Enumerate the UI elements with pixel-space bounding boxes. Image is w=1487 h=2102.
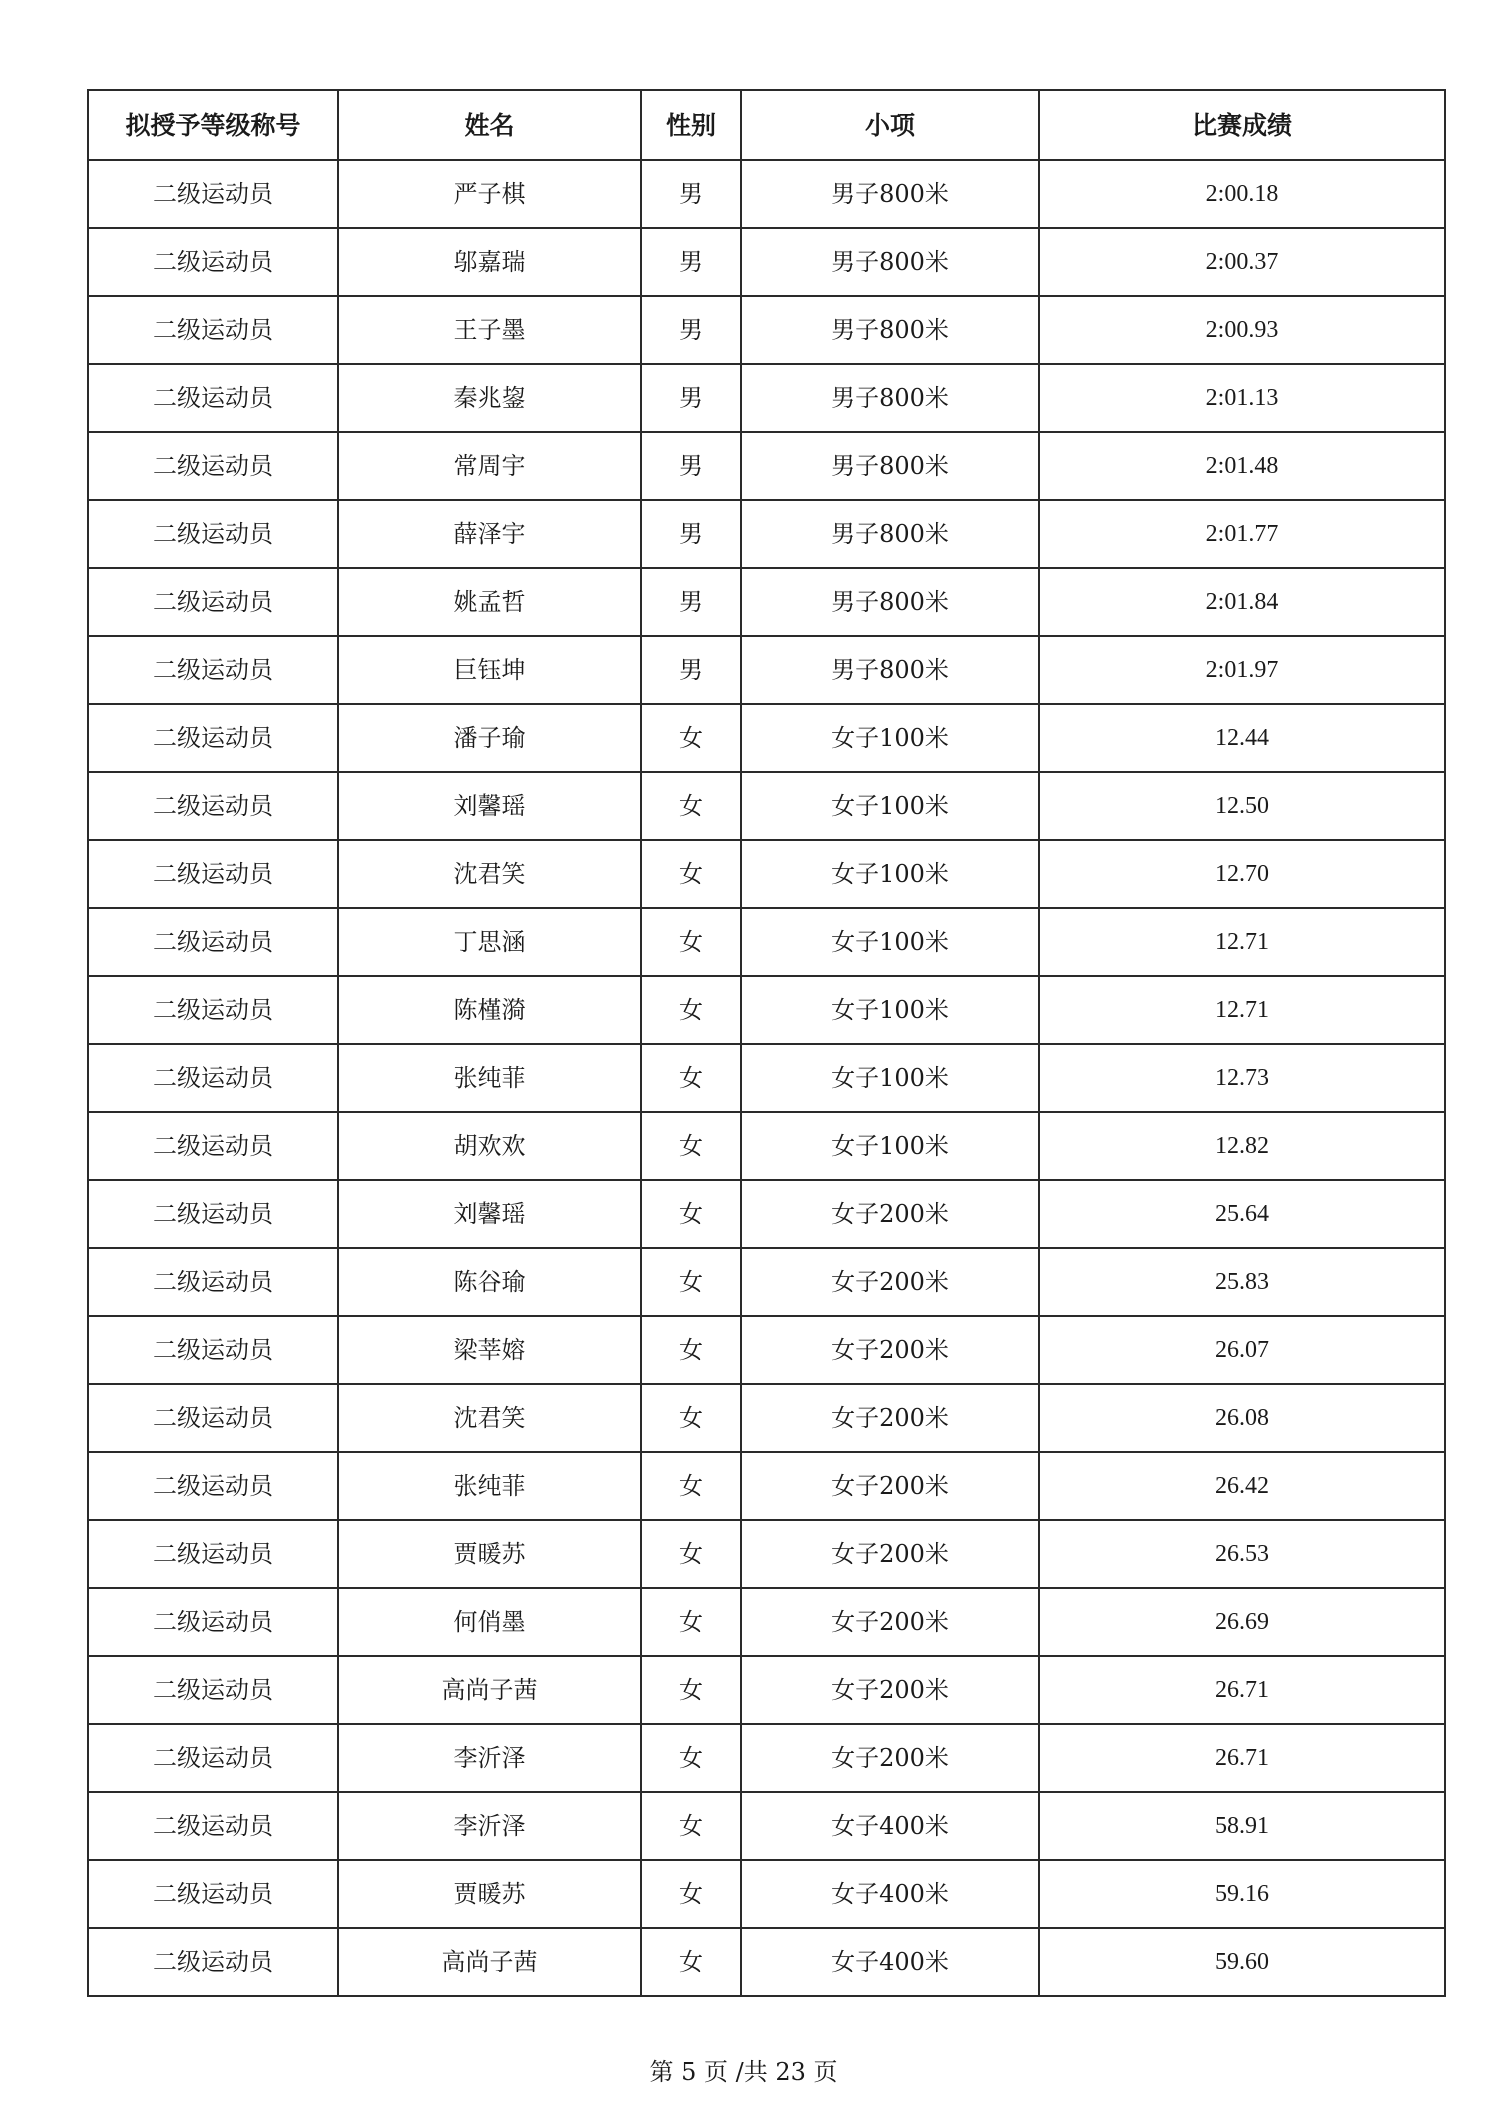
cell-event: 女子100米 — [741, 908, 1039, 976]
cell-gender: 女 — [641, 908, 741, 976]
cell-event: 女子100米 — [741, 976, 1039, 1044]
cell-event: 女子200米 — [741, 1588, 1039, 1656]
cell-result: 2:01.13 — [1039, 364, 1445, 432]
cell-event: 女子400米 — [741, 1860, 1039, 1928]
cell-name: 陈谷瑜 — [338, 1248, 641, 1316]
cell-grade-title: 二级运动员 — [88, 1180, 338, 1248]
cell-result: 26.08 — [1039, 1384, 1445, 1452]
cell-event: 女子200米 — [741, 1724, 1039, 1792]
cell-grade-title: 二级运动员 — [88, 1248, 338, 1316]
cell-name: 邬嘉瑞 — [338, 228, 641, 296]
cell-grade-title: 二级运动员 — [88, 1316, 338, 1384]
cell-result: 12.71 — [1039, 976, 1445, 1044]
cell-name: 高尚子茜 — [338, 1656, 641, 1724]
cell-grade-title: 二级运动员 — [88, 296, 338, 364]
table-row — [88, 432, 1445, 500]
cell-gender: 女 — [641, 976, 741, 1044]
cell-name: 胡欢欢 — [338, 1112, 641, 1180]
cell-result: 2:00.18 — [1039, 160, 1445, 228]
cell-grade-title: 二级运动员 — [88, 364, 338, 432]
table-row — [88, 840, 1445, 908]
cell-name: 李沂泽 — [338, 1724, 641, 1792]
cell-name: 丁思涵 — [338, 908, 641, 976]
athlete-table-container — [87, 89, 1444, 1997]
cell-gender: 女 — [641, 1384, 741, 1452]
table-row — [88, 568, 1445, 636]
cell-result: 2:00.93 — [1039, 296, 1445, 364]
cell-result: 26.71 — [1039, 1724, 1445, 1792]
cell-gender: 男 — [641, 568, 741, 636]
cell-result: 26.07 — [1039, 1316, 1445, 1384]
cell-grade-title: 二级运动员 — [88, 1724, 338, 1792]
cell-event: 男子800米 — [741, 636, 1039, 704]
cell-name: 常周宇 — [338, 432, 641, 500]
cell-grade-title: 二级运动员 — [88, 1384, 338, 1452]
cell-name: 巨钰坤 — [338, 636, 641, 704]
cell-event: 男子800米 — [741, 228, 1039, 296]
cell-result: 2:00.37 — [1039, 228, 1445, 296]
cell-name: 陈槿漪 — [338, 976, 641, 1044]
cell-gender: 男 — [641, 432, 741, 500]
cell-gender: 女 — [641, 1452, 741, 1520]
cell-grade-title: 二级运动员 — [88, 1520, 338, 1588]
cell-result: 2:01.77 — [1039, 500, 1445, 568]
table-row — [88, 636, 1445, 704]
cell-grade-title: 二级运动员 — [88, 1044, 338, 1112]
cell-gender: 男 — [641, 296, 741, 364]
table-row — [88, 1452, 1445, 1520]
cell-grade-title: 二级运动员 — [88, 568, 338, 636]
cell-gender: 女 — [641, 1724, 741, 1792]
cell-grade-title: 二级运动员 — [88, 500, 338, 568]
cell-name: 李沂泽 — [338, 1792, 641, 1860]
athlete-grade-table — [87, 89, 1446, 1997]
page-number: 第 5 页 /共 23 页 — [649, 2058, 838, 2086]
header-gender: 性别 — [641, 90, 741, 160]
table-row — [88, 1928, 1445, 1996]
cell-name: 秦兆鋆 — [338, 364, 641, 432]
cell-event: 女子200米 — [741, 1384, 1039, 1452]
table-row — [88, 1112, 1445, 1180]
cell-gender: 女 — [641, 1180, 741, 1248]
table-row — [88, 1248, 1445, 1316]
cell-grade-title: 二级运动员 — [88, 1112, 338, 1180]
cell-grade-title: 二级运动员 — [88, 1792, 338, 1860]
cell-gender: 女 — [641, 772, 741, 840]
cell-result: 2:01.48 — [1039, 432, 1445, 500]
cell-name: 潘子瑜 — [338, 704, 641, 772]
header-name: 姓名 — [338, 90, 641, 160]
cell-grade-title: 二级运动员 — [88, 704, 338, 772]
cell-name: 贾暖苏 — [338, 1860, 641, 1928]
table-row — [88, 1724, 1445, 1792]
cell-name: 沈君笑 — [338, 840, 641, 908]
cell-result: 59.16 — [1039, 1860, 1445, 1928]
cell-result: 12.73 — [1039, 1044, 1445, 1112]
cell-gender: 女 — [641, 1588, 741, 1656]
cell-gender: 女 — [641, 1248, 741, 1316]
cell-result: 59.60 — [1039, 1928, 1445, 1996]
cell-grade-title: 二级运动员 — [88, 432, 338, 500]
table-row — [88, 976, 1445, 1044]
table-row — [88, 1792, 1445, 1860]
cell-result: 2:01.97 — [1039, 636, 1445, 704]
cell-event: 女子100米 — [741, 1044, 1039, 1112]
cell-gender: 男 — [641, 160, 741, 228]
cell-event: 男子800米 — [741, 432, 1039, 500]
cell-grade-title: 二级运动员 — [88, 1452, 338, 1520]
table-row — [88, 1860, 1445, 1928]
table-row — [88, 704, 1445, 772]
cell-event: 女子100米 — [741, 772, 1039, 840]
cell-grade-title: 二级运动员 — [88, 908, 338, 976]
cell-grade-title: 二级运动员 — [88, 1588, 338, 1656]
cell-event: 男子800米 — [741, 296, 1039, 364]
cell-gender: 女 — [641, 1520, 741, 1588]
cell-result: 12.82 — [1039, 1112, 1445, 1180]
cell-event: 女子100米 — [741, 840, 1039, 908]
cell-result: 12.44 — [1039, 704, 1445, 772]
table-row — [88, 1180, 1445, 1248]
table-header-row — [88, 90, 1445, 160]
cell-name: 张纯菲 — [338, 1044, 641, 1112]
cell-name: 贾暖苏 — [338, 1520, 641, 1588]
cell-grade-title: 二级运动员 — [88, 840, 338, 908]
cell-grade-title: 二级运动员 — [88, 1928, 338, 1996]
cell-event: 女子200米 — [741, 1180, 1039, 1248]
cell-gender: 女 — [641, 1044, 741, 1112]
table-row — [88, 1520, 1445, 1588]
table-row — [88, 500, 1445, 568]
cell-name: 王子墨 — [338, 296, 641, 364]
cell-result: 12.71 — [1039, 908, 1445, 976]
cell-gender: 男 — [641, 636, 741, 704]
table-row — [88, 1316, 1445, 1384]
cell-event: 男子800米 — [741, 568, 1039, 636]
cell-name: 张纯菲 — [338, 1452, 641, 1520]
cell-name: 沈君笑 — [338, 1384, 641, 1452]
table-row — [88, 364, 1445, 432]
cell-result: 12.50 — [1039, 772, 1445, 840]
cell-gender: 女 — [641, 1860, 741, 1928]
cell-gender: 女 — [641, 1316, 741, 1384]
cell-gender: 男 — [641, 228, 741, 296]
cell-gender: 女 — [641, 1656, 741, 1724]
cell-result: 26.42 — [1039, 1452, 1445, 1520]
cell-result: 12.70 — [1039, 840, 1445, 908]
table-row — [88, 228, 1445, 296]
cell-name: 姚孟哲 — [338, 568, 641, 636]
cell-gender: 女 — [641, 704, 741, 772]
cell-name: 刘馨瑶 — [338, 772, 641, 840]
cell-event: 女子200米 — [741, 1520, 1039, 1588]
cell-gender: 女 — [641, 840, 741, 908]
header-grade-title: 拟授予等级称号 — [88, 90, 338, 160]
cell-grade-title: 二级运动员 — [88, 976, 338, 1044]
cell-result: 25.83 — [1039, 1248, 1445, 1316]
cell-gender: 男 — [641, 364, 741, 432]
cell-event: 女子200米 — [741, 1452, 1039, 1520]
table-row — [88, 908, 1445, 976]
cell-event: 女子100米 — [741, 1112, 1039, 1180]
header-event: 小项 — [741, 90, 1039, 160]
cell-name: 刘馨瑶 — [338, 1180, 641, 1248]
cell-grade-title: 二级运动员 — [88, 160, 338, 228]
cell-name: 梁莘嫆 — [338, 1316, 641, 1384]
cell-name: 何俏墨 — [338, 1588, 641, 1656]
cell-event: 男子800米 — [741, 500, 1039, 568]
cell-event: 女子200米 — [741, 1248, 1039, 1316]
cell-result: 26.71 — [1039, 1656, 1445, 1724]
table-row — [88, 1588, 1445, 1656]
cell-grade-title: 二级运动员 — [88, 228, 338, 296]
table-row — [88, 296, 1445, 364]
cell-event: 女子400米 — [741, 1792, 1039, 1860]
cell-name: 薛泽宇 — [338, 500, 641, 568]
cell-result: 26.53 — [1039, 1520, 1445, 1588]
cell-name: 严子棋 — [338, 160, 641, 228]
cell-event: 男子800米 — [741, 160, 1039, 228]
cell-grade-title: 二级运动员 — [88, 772, 338, 840]
cell-grade-title: 二级运动员 — [88, 1860, 338, 1928]
cell-event: 女子200米 — [741, 1656, 1039, 1724]
cell-result: 58.91 — [1039, 1792, 1445, 1860]
table-row — [88, 160, 1445, 228]
table-row — [88, 772, 1445, 840]
cell-grade-title: 二级运动员 — [88, 1656, 338, 1724]
cell-event: 女子400米 — [741, 1928, 1039, 1996]
cell-event: 女子200米 — [741, 1316, 1039, 1384]
cell-grade-title: 二级运动员 — [88, 636, 338, 704]
cell-gender: 女 — [641, 1112, 741, 1180]
table-row — [88, 1044, 1445, 1112]
table-row — [88, 1384, 1445, 1452]
cell-gender: 女 — [641, 1792, 741, 1860]
cell-gender: 女 — [641, 1928, 741, 1996]
header-result: 比赛成绩 — [1039, 90, 1445, 160]
cell-result: 2:01.84 — [1039, 568, 1445, 636]
cell-name: 高尚子茜 — [338, 1928, 641, 1996]
cell-result: 25.64 — [1039, 1180, 1445, 1248]
cell-gender: 男 — [641, 500, 741, 568]
table-body — [88, 160, 1445, 1996]
cell-result: 26.69 — [1039, 1588, 1445, 1656]
table-row — [88, 1656, 1445, 1724]
cell-event: 男子800米 — [741, 364, 1039, 432]
cell-event: 女子100米 — [741, 704, 1039, 772]
